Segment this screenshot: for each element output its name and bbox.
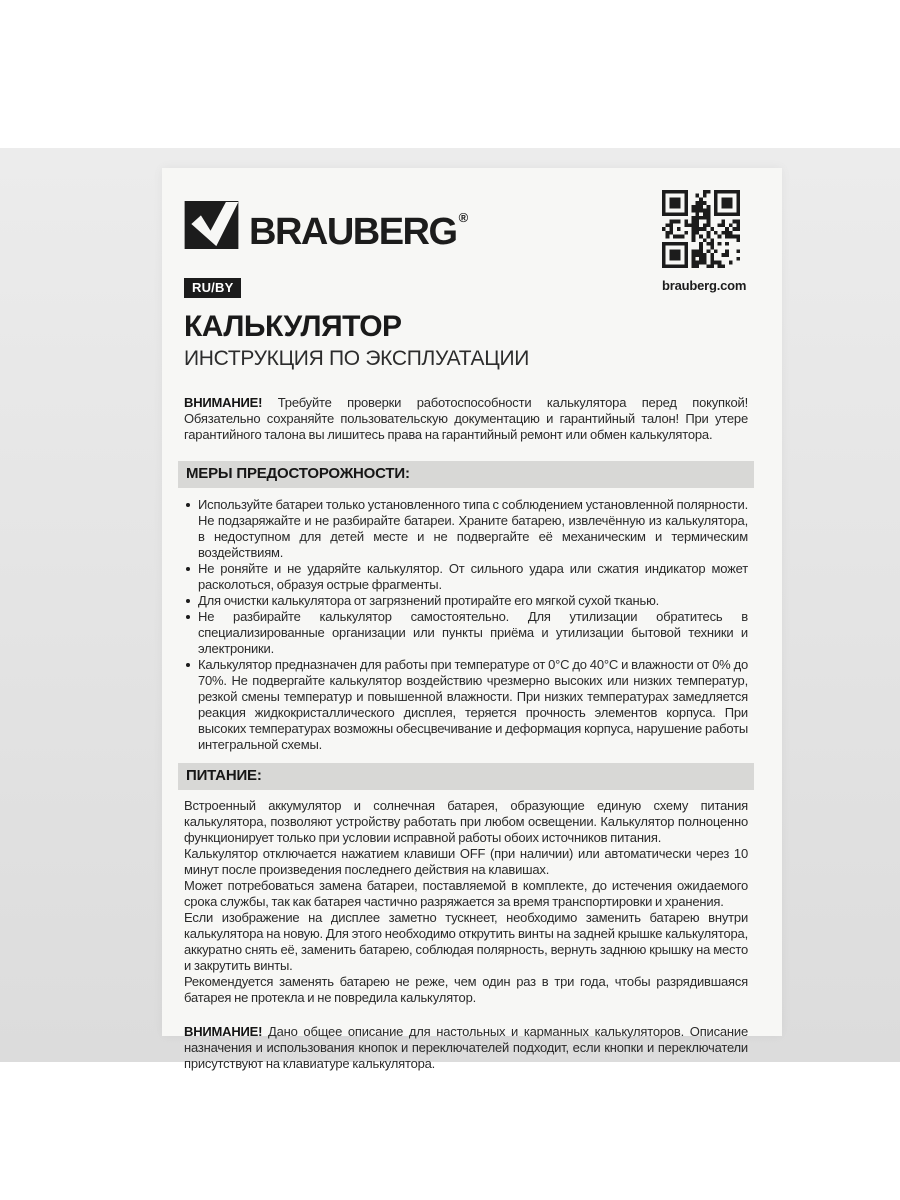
final-note-text: Дано общее описание для настольных и карманных калькуляторов. Описание назначения и использования кнопок и переключателей подходит, если кнопки и переключатели присутствуют на клавиатуре калькулятора. bbox=[184, 1024, 748, 1071]
region-badge: RU/BY bbox=[184, 278, 241, 298]
bullet-icon bbox=[186, 503, 190, 507]
intro-paragraph bbox=[184, 395, 748, 443]
document-sheet bbox=[162, 168, 782, 1071]
bullet-icon bbox=[186, 615, 190, 619]
website-url: brauberg.com bbox=[662, 278, 747, 293]
bullet-icon bbox=[186, 663, 190, 667]
bullet-icon bbox=[186, 567, 190, 571]
power-paragraph: Рекомендуется заменять батарею не реже, чем один раз в три года, чтобы разрядившаяся батарея не протекла и не повредила калькулятор. bbox=[184, 974, 748, 1005]
check-mark-icon bbox=[184, 201, 239, 249]
power-paragraph: Может потребоваться замена батареи, поставляемой в комплекте, до истечения ожидаемого срока службы, так как батарея частично разряжается за время транспортировки и хранения. bbox=[184, 878, 748, 909]
list-item-text: Не роняйте и не ударяйте калькулятор. От сильного удара или сжатия индикатор может расколоться, образуя острые фрагменты. bbox=[198, 561, 748, 592]
section-title: ПИТАНИЕ: bbox=[186, 767, 262, 784]
brand-name-text: BRAUBERG bbox=[249, 211, 457, 253]
list-item-text: Калькулятор предназначен для работы при температуре от 0°С до 40°С и влажности от 0% до 70%. Не подвергайте калькулятор воздействию чрезмерно высоких или низких температур, резкой смены температур и повышенной влажности. При низких температурах замедляется реакция жидкокристаллического дисплея, теряется прочность элементов корпуса. При высоких температурах возможны обесцвечивание и деформация корпуса, нарушение работы интегральной схемы. bbox=[198, 657, 748, 752]
brand-name bbox=[249, 194, 468, 256]
qr-code bbox=[662, 190, 740, 268]
power-paragraph: Калькулятор отключается нажатием клавиши OFF (при наличии) или автоматически через 10 минут после произведения последнего действия на клавишах. bbox=[184, 846, 748, 877]
qr-block bbox=[662, 190, 747, 293]
list-item bbox=[184, 497, 748, 561]
section-header-power bbox=[178, 763, 754, 790]
bullet-icon bbox=[186, 599, 190, 603]
power-paragraph: Встроенный аккумулятор и солнечная батарея, образующие единую схему питания калькулятора, позволяют устройству работать при любом освещении. Калькулятор полноценно функционирует только при условии исправной работы обоих источников питания. bbox=[184, 798, 748, 845]
page-title: КАЛЬКУЛЯТОР bbox=[184, 310, 402, 343]
registered-trademark: ® bbox=[458, 210, 469, 225]
section-title: МЕРЫ ПРЕДОСТОРОЖНОСТИ: bbox=[186, 465, 410, 482]
page-subtitle: ИНСТРУКЦИЯ ПО ЭКСПЛУАТАЦИИ bbox=[184, 347, 530, 370]
list-item-text: Для очистки калькулятора от загрязнений протирайте его мягкой сухой тканью. bbox=[198, 593, 660, 608]
list-item bbox=[184, 561, 748, 593]
list-item-text: Используйте батареи только установленного типа с соблюдением установленной полярности. Не подзаряжайте и не разбирайте батареи. Храните батарею, извлечённую из калькулятора, в недоступном для детей месте и не подвергайте её механическим и термическим воздействиям. bbox=[198, 497, 748, 560]
power-paragraphs bbox=[184, 798, 748, 1006]
attention-label: ВНИМАНИЕ! bbox=[184, 395, 263, 410]
intro-text: Требуйте проверки работоспособности калькулятора перед покупкой! Обязательно сохраняйте пользовательскую документацию и гарантийный талон! При утере гарантийного талона вы лишитесь права на гарантийный ремонт или обмен калькулятора. bbox=[184, 395, 749, 442]
list-item bbox=[184, 657, 748, 753]
list-item bbox=[184, 609, 748, 657]
attention-label: ВНИМАНИЕ! bbox=[184, 1024, 263, 1039]
precautions-list bbox=[184, 497, 748, 753]
final-note bbox=[184, 1024, 748, 1072]
power-paragraph: Если изображение на дисплее заметно тускнеет, необходимо заменить батарею внутри калькулятора на новую. Для этого необходимо открутить винты на задней крышке калькулятора, аккуратно снять её, заменить батарею, соблюдая полярность, вернуть заднюю крышку на место и закрутить винты. bbox=[184, 910, 748, 973]
list-item-text: Не разбирайте калькулятор самостоятельно. Для утилизации обратитесь в специализированные организации или пункты приёма и утилизации бытовой техники и электроники. bbox=[198, 609, 748, 656]
list-item bbox=[184, 593, 748, 609]
section-header-precautions bbox=[178, 461, 754, 488]
